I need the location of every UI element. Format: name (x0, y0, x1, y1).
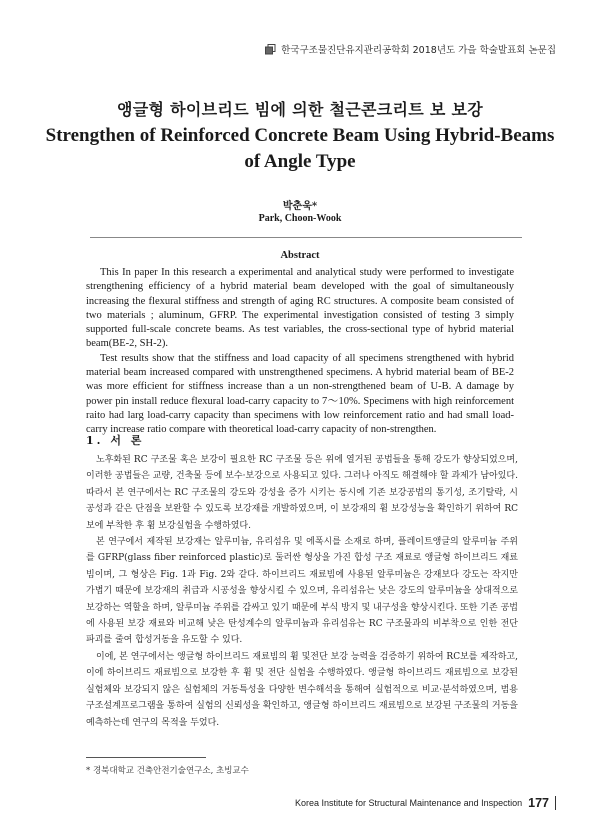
author-korean: 박춘욱* (282, 201, 318, 212)
footnote-divider (86, 757, 206, 758)
author-footnote: * 경북대학교 건축안전기술연구소, 초빙교수 (86, 766, 249, 776)
abstract-paragraph: Test results show that the stiffness and load capacity of all specimens strengthened with hybrid material beam increased compared with unstrengthened specimens. A hybrid material beam of BE-2 was more efficient for stiffness increase than a un non-strengthened beam of U-B. A damage by power pin install reduce flexural load-carry capacity to 7～10%. Specimens with high reinforcement raito had larg load-carry capacity than specimens with low reinforcement ratio and had small load-carry increase ratio compare with theoretical load-carry capacity of non-strengthen. (86, 352, 514, 436)
abstract-paragraph: This In paper In this research a experimental and analytical study were performed to investigate strengthening efficiency of a hybrid material beam developed with the goal of simultaneously increasing the flexural stiffness and strength of aging RC structures. A composite beam consisted of two materials ; aluminum, GFRP. The experimental investigation consisted of testing 3 simply supported full-scale concrete beams. As test variables, the cross-sectional type of hybrid material beam(BE-2, SH-2). (86, 267, 514, 350)
journal-name: 한국구조물진단유지관리공학회 2018년도 가을 학술발표회 논문집 (281, 45, 556, 56)
footer-organization: Korea Institute for Structural Maintenance and Inspection (295, 798, 523, 808)
body-paragraph: 노후화된 RC 구조물 혹은 보강이 필요한 RC 구조물 등은 위에 열거된 공법들을 통해 강도가 향상되었으며, 이러한 공법들은 교량, 건축물 등에 보수·보강으로 사용되고 있다. 그러나 아직도 해결해야 할 과제가 남아있다. 따라서 본 연구에서는 RC 구조물의 강도와 강성을 증가 시키는 동시에 기존 보강공법의 통기성, 조기탈락, 시공성과 같은 단점을 보완할 수 있도록 보강재를 개발하였으며, 이 보강재의 휨 보강성능을 확인하기 위하여 RC 보에 부착한 후 휨 보강실험을 수행하였다. (86, 455, 518, 531)
running-header (265, 42, 556, 56)
title-english: Strengthen of Reinforced Concrete Beam Using Hybrid-Beams of Angle Type (45, 125, 555, 172)
abstract-heading: Abstract (280, 250, 320, 261)
author-english: Park, Choon-Wook (258, 213, 342, 224)
title-divider (90, 237, 522, 238)
section-heading-introduction: 1. 서 론 (86, 434, 145, 447)
introduction-body (86, 452, 518, 731)
body-paragraph: 본 연구에서 제작된 보강재는 알루미늄, 유리섬유 및 에폭시를 소재로 하며, 플레이트앵글의 알루미늄 주위를 GFRP(glass fiber reinforced plastic)로 둘러싼 형상을 가진 합성 구조 재료로 앵글형 하이브리드 재료빔이며, 그 형상은 Fig. 1과 Fig. 2와 같다. 하이브리드 재료빔에 사용된 알루미늄은 강재보다 강도는 작지만 가볍기 때문에 보강재의 취급과 시공성을 향상시킬 수 있으며, 유리섬유는 낮은 강도의 알루미늄을 상대적으로 보강하는 역할을 하며, 알루미늄 주위를 감싸고 있기 때문에 부식 방지 및 내구성을 향상시킨다. 또한 기존 공법에 사용된 보강 재료와 비교해 낮은 탄성계수의 알루미늄과 유리섬유는 RC 구조물과의 비부착으로 인한 전단파괴를 줄여 합성거동을 유도할 수 있다. (86, 537, 518, 646)
page-footer (295, 796, 556, 810)
footer-separator (555, 796, 556, 810)
document-stack-icon (265, 44, 276, 55)
title-korean: 앵글형 하이브리드 빔에 의한 철근콘크리트 보 보강 (116, 100, 484, 119)
body-paragraph: 이에, 본 연구에서는 앵글형 하이브리드 재료빔의 휨 및전단 보강 능력을 검증하기 위하여 RC보를 제작하고, 이에 하이브리드 재료빔으로 보강한 후 휨 및 전단 실험을 수행하였다. 앵글형 하이브리드 재료빔으로 보강된 실험체와 보강되지 않은 실험체의 거동특성을 다양한 변수해석을 통해여 실험적으로 비교·분석하였으며, 범용구조설계프로그램을 통하여 실험의 신뢰성을 확인하고, 앵글형 하이브리드 재료빔으로 보강된 구조물의 거동을 예측하는데 연구의 목적을 두었다. (86, 651, 518, 728)
abstract-body (86, 266, 514, 438)
page-number: 177 (528, 796, 549, 810)
